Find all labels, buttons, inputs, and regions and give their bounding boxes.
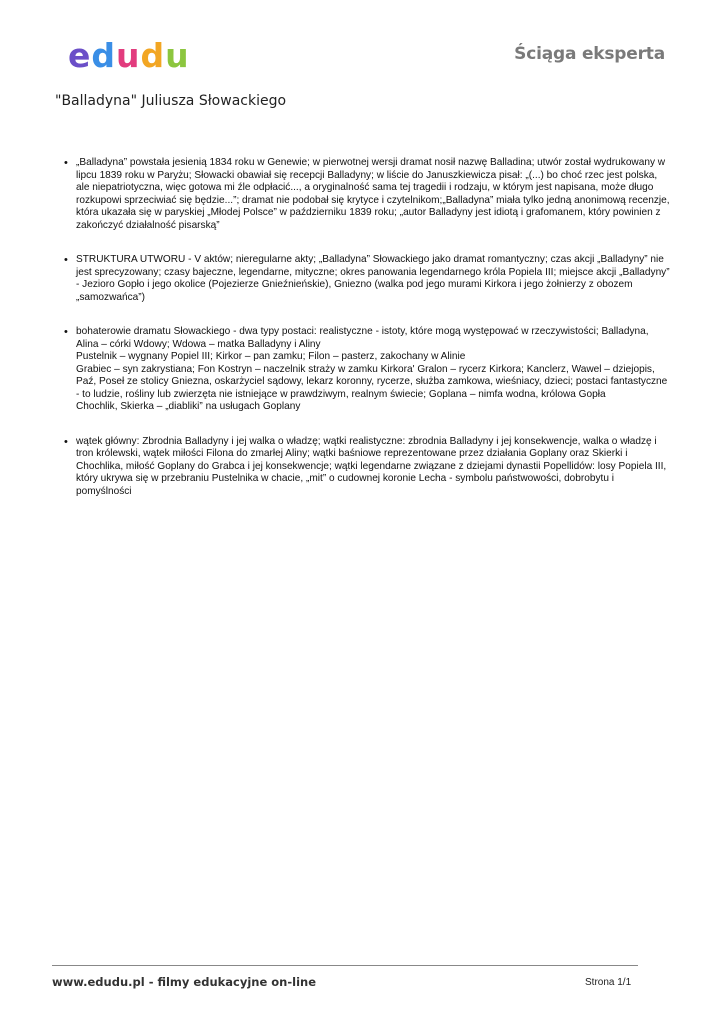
bullet-text: • „Balladyna” powstała jesienią 1834 roku w Genewie; w pierwotnej wersji dramat nosił nazwę Balladina; utwór został wydrukowany w lipcu 1839 roku w Paryżu; Słowacki obawiał się recepcji Balladyny; w liście do Januszkiewicza pisał: „(...) bo choć rzec jest polska, ale niepatriotyczna, więc gotowa mi źle odpłacić..., a oryginalność sama tej tragedii i rodzaju, w którym jest napisana, może długo rozkupowi sprzeciwiać się będzie...”; dramat nie podobał się krytyce i czytelnikom;„Balladyna” miała tylko jedną anonimową recenzje, która ukazała się w paryskiej „Młodej Polsce” w październiku 1839 roku; „autor Balladyny jest idiotą i grafomanem, który powinien z zakończyć działalność pisarską” xyxy=(76,157,670,231)
bullet-text: • wątek główny: Zbrodnia Balladyny i jej walka o władzę; wątki realistyczne: zbrodnia Balladyny i jej konsekwencje, walka o władzę i tron królewski, wątek miłości Filona do zmarłej Aliny; wątki baśniowe reprezentowane przez działania Goplany oraz Skierki i Chochlika, miłość Goplany do Grabca i jej konsekwencje; wątki legendarne związane z dziejami dynastii Popellidów: losy Popiela III, który ukrywa się w przebraniu Pustelnika w chacie, „mit” o cudownej koronie Lecha - symbolu państwowości, dobrobytu i pomyślności xyxy=(76,435,667,497)
bullet-text: Pustelnik – wygnany Popiel III; Kirkor – pan zamku; Filon – pasterz, zakochany w Alinie xyxy=(76,351,466,362)
document-title: "Balladyna" Juliusza Słowackiego xyxy=(55,93,287,109)
bullet-item xyxy=(60,326,670,414)
logo-letter: u xyxy=(165,35,188,75)
edudu-logo xyxy=(68,35,188,75)
bullet-item xyxy=(60,436,670,499)
header-tagline: Ściąga eksperta xyxy=(514,44,665,64)
bullet-text: Grabiec – syn zakrystiana; Fon Kostryn – naczelnik straży w zamku Kirkora' Gralon – rycerz Kirkora; Kanclerz, Wawel – dziejopis, Paź, Poseł ze stolicy Gniezna, oskarżyciel sądowy, lekarz koronny, rycerze, służba zamkowa, wieśniacy, dzieci; postaci fantastyczne - to ludzie, rośliny lub zwierzęta nie istniejące w prawdziwym, realnym świecie; Goplana – nimfa wodna, królowa Gopła xyxy=(76,363,668,400)
bullet-text: • STRUKTURA UTWORU - V aktów; nieregularne akty; „Balladyna” Słowackiego jako dramat romantyczny; czas akcji „Balladyny” nie jest sprecyzowany; czasy bajeczne, legendarne, mityczne; okres panowania legendarnego króla Popiela III; miejsce akcji „Balladyny” - Jezioro Gopło i jego okolice (Pojezierze Gnieźnieńskie), Gniezno (walka pod jego murami Kirkora i jego żołnierzy z obozem „samozwańca”) xyxy=(76,254,670,303)
footer-divider xyxy=(52,965,638,966)
footer-site-link[interactable]: www.edudu.pl - filmy edukacyjne on-line xyxy=(52,975,317,989)
logo-letter: d xyxy=(140,35,164,75)
bullet-text: Chochlik, Skierka – „diabliki” na usługach Goplany xyxy=(76,401,301,412)
document-body xyxy=(60,157,670,520)
page-number: Strona 1/1 xyxy=(585,977,632,988)
bullet-text: • bohaterowie dramatu Słowackiego - dwa typy postaci: realistyczne - istoty, które mogą występować w rzeczywistości; Balladyna, Alina – córki Wdowy; Wdowa – matka Balladyny i Aliny xyxy=(76,326,649,350)
logo-letter: u xyxy=(116,35,139,75)
bullet-list xyxy=(60,157,670,498)
logo-letter: e xyxy=(68,35,90,75)
bullet-item xyxy=(60,254,670,304)
logo-letter: d xyxy=(91,35,115,75)
bullet-item xyxy=(60,157,670,232)
